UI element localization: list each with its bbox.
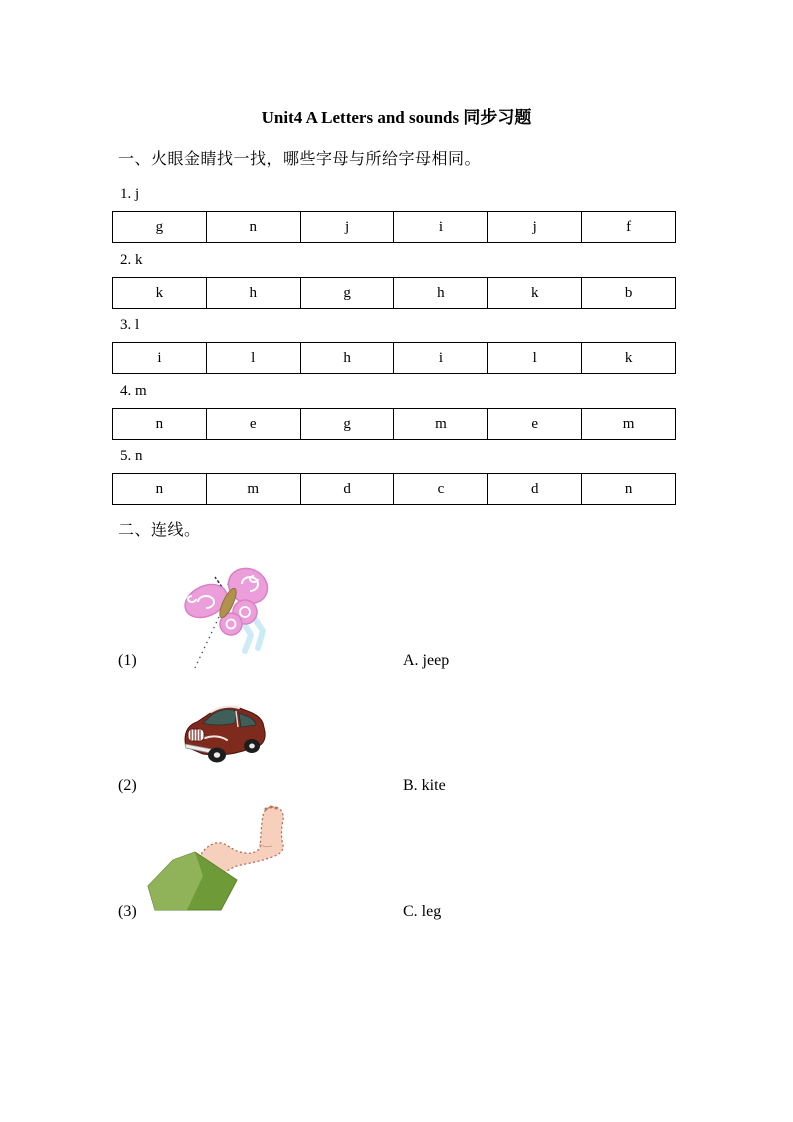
table-row — [113, 474, 676, 505]
section-two-heading: 二、连线。 — [118, 522, 201, 539]
letter-cell: i — [394, 343, 488, 374]
letter-cell: g — [300, 409, 394, 440]
table-row — [113, 409, 676, 440]
car-image — [175, 696, 275, 766]
letter-cell: n — [582, 474, 676, 505]
table-row — [113, 212, 676, 243]
page-title: Unit4 A Letters and sounds 同步习题 — [261, 108, 532, 127]
letter-cell: j — [300, 212, 394, 243]
pair-number-1: (1) — [118, 652, 137, 669]
letter-table-3 — [112, 342, 676, 374]
letter-cell: d — [300, 474, 394, 505]
item-label-5: 5. n — [120, 448, 143, 464]
item-label-1: 1. j — [120, 186, 140, 202]
letter-cell: b — [582, 278, 676, 309]
letter-cell: h — [300, 343, 394, 374]
car-grille — [188, 729, 204, 741]
table-row — [113, 343, 676, 374]
letter-table-4 — [112, 408, 676, 440]
letter-cell: h — [394, 278, 488, 309]
letter-table-5 — [112, 473, 676, 505]
leg-image — [145, 798, 300, 918]
item-label-2: 2. k — [120, 252, 143, 268]
letter-cell: g — [113, 212, 207, 243]
letter-cell: c — [394, 474, 488, 505]
letter-cell: k — [113, 278, 207, 309]
letter-cell: j — [488, 212, 582, 243]
letter-cell: m — [582, 409, 676, 440]
letter-cell: m — [206, 474, 300, 505]
letter-cell: i — [394, 212, 488, 243]
letter-cell: d — [488, 474, 582, 505]
letter-cell: l — [488, 343, 582, 374]
letter-cell: n — [113, 474, 207, 505]
letter-cell: e — [206, 409, 300, 440]
butterfly-kite-image — [128, 556, 278, 676]
letter-cell: h — [206, 278, 300, 309]
toe-dot — [275, 807, 278, 810]
letter-cell: e — [488, 409, 582, 440]
letter-cell: l — [206, 343, 300, 374]
pair-option-a: A. jeep — [403, 652, 450, 669]
car-hubcap — [249, 744, 255, 749]
pair-number-2: (2) — [118, 777, 137, 794]
kite-tail — [253, 616, 263, 648]
letter-cell: f — [582, 212, 676, 243]
pair-number-3: (3) — [118, 903, 137, 920]
table-row — [113, 278, 676, 309]
section-one-heading: 一、火眼金睛找一找，哪些字母与所给字母相同。 — [118, 151, 482, 168]
letter-cell: m — [394, 409, 488, 440]
letter-cell: g — [300, 278, 394, 309]
item-label-3: 3. l — [120, 317, 140, 333]
letter-cell: n — [206, 212, 300, 243]
letter-cell: n — [113, 409, 207, 440]
pair-option-b: B. kite — [403, 777, 446, 794]
letter-table-2 — [112, 277, 676, 309]
item-label-4: 4. m — [120, 383, 147, 399]
toe-dot — [270, 806, 273, 809]
letter-cell: k — [582, 343, 676, 374]
letter-table-1 — [112, 211, 676, 243]
pair-option-c: C. leg — [403, 903, 442, 920]
car-hubcap — [214, 752, 220, 758]
letter-cell: i — [113, 343, 207, 374]
toe-dot — [265, 808, 268, 811]
letter-cell: k — [488, 278, 582, 309]
